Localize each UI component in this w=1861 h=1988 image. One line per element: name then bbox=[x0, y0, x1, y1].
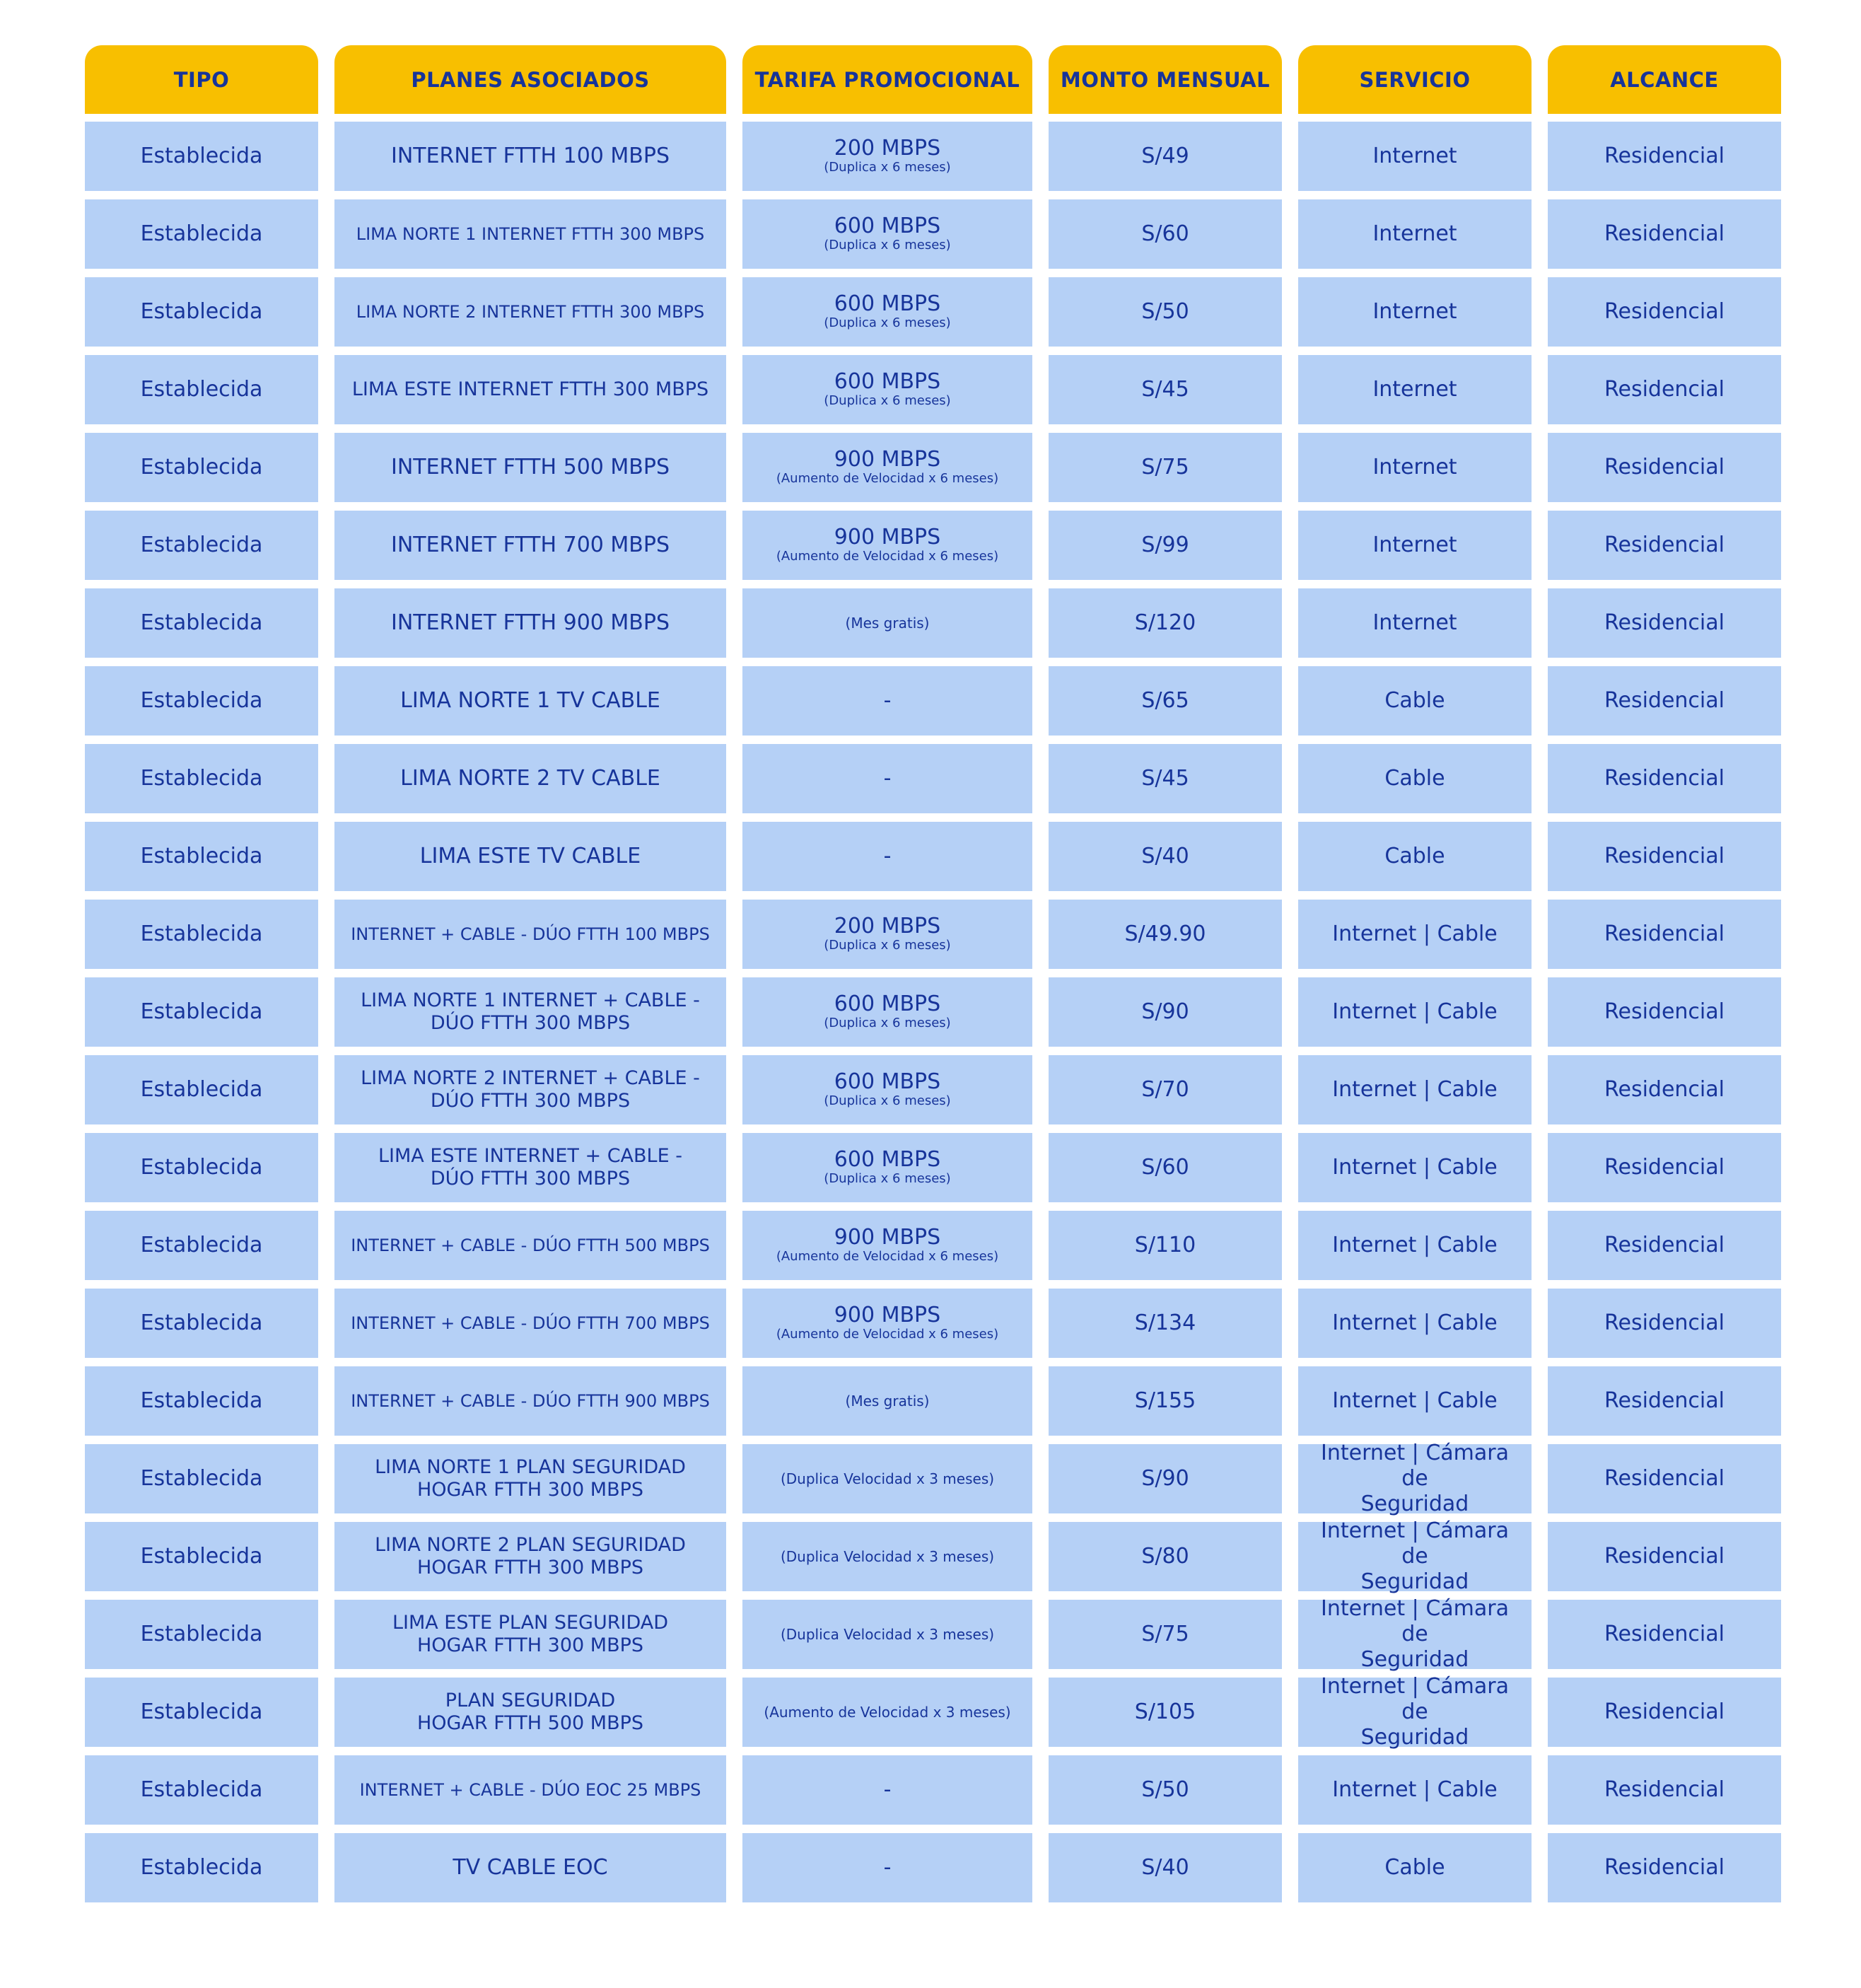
tipo-cell: Establecida bbox=[85, 277, 318, 347]
monto-cell: S/40 bbox=[1049, 1833, 1282, 1902]
servicio-cell: Internet | Cable bbox=[1298, 1289, 1532, 1358]
monto-cell: S/40 bbox=[1049, 822, 1282, 891]
alcance-cell: Residencial bbox=[1548, 1055, 1781, 1124]
promo-speed: 200 MBPS bbox=[834, 136, 941, 161]
tipo-cell: Establecida bbox=[85, 122, 318, 191]
monto-cell: S/45 bbox=[1049, 355, 1282, 424]
promo-speed: 900 MBPS bbox=[834, 525, 941, 550]
monto-cell: S/134 bbox=[1049, 1289, 1282, 1358]
tarifa-cell bbox=[742, 822, 1032, 891]
promo-speed: - bbox=[883, 1855, 892, 1881]
alcance-cell: Residencial bbox=[1548, 199, 1781, 269]
tarifa-cell bbox=[742, 1833, 1032, 1902]
plan-cell: INTERNET FTTH 900 MBPS bbox=[334, 588, 726, 658]
monto-cell: S/70 bbox=[1049, 1055, 1282, 1124]
monto-cell: S/45 bbox=[1049, 744, 1282, 813]
tipo-cell: Establecida bbox=[85, 1678, 318, 1747]
tarifa-cell bbox=[742, 277, 1032, 347]
tarifa-cell bbox=[742, 1133, 1032, 1202]
tipo-cell: Establecida bbox=[85, 1289, 318, 1358]
alcance-cell: Residencial bbox=[1548, 822, 1781, 891]
tipo-cell: Establecida bbox=[85, 900, 318, 969]
plan-cell: LIMA NORTE 2 INTERNET + CABLE - DÚO FTTH 300 MBPS bbox=[334, 1055, 726, 1124]
servicio-cell: Internet | Cable bbox=[1298, 1366, 1532, 1436]
promo-note: (Aumento de Velocidad x 6 meses) bbox=[776, 470, 999, 486]
promo-note: (Duplica Velocidad x 3 meses) bbox=[780, 1625, 995, 1643]
servicio-cell: Internet | Cámara de Seguridad bbox=[1298, 1522, 1532, 1591]
promo-speed: 900 MBPS bbox=[834, 1303, 941, 1327]
tarifa-cell bbox=[742, 1211, 1032, 1280]
tarifa-cell bbox=[742, 1366, 1032, 1436]
tarifa-cell bbox=[742, 977, 1032, 1047]
promo-speed: 600 MBPS bbox=[834, 369, 941, 394]
monto-cell: S/60 bbox=[1049, 199, 1282, 269]
servicio-cell: Internet | Cable bbox=[1298, 1211, 1532, 1280]
alcance-cell: Residencial bbox=[1548, 277, 1781, 347]
tarifa-cell bbox=[742, 433, 1032, 502]
promo-note: (Duplica x 6 meses) bbox=[824, 159, 951, 175]
alcance-cell: Residencial bbox=[1548, 433, 1781, 502]
tarifa-cell bbox=[742, 355, 1032, 424]
promo-speed: 200 MBPS bbox=[834, 914, 941, 938]
promo-note: (Duplica Velocidad x 3 meses) bbox=[780, 1470, 995, 1487]
promo-note: (Duplica x 6 meses) bbox=[824, 1093, 951, 1108]
monto-cell: S/105 bbox=[1049, 1678, 1282, 1747]
tipo-cell: Establecida bbox=[85, 977, 318, 1047]
promo-speed: - bbox=[883, 1777, 892, 1803]
alcance-cell: Residencial bbox=[1548, 1444, 1781, 1513]
promo-note: (Aumento de Velocidad x 6 meses) bbox=[776, 1248, 999, 1264]
tarifa-cell bbox=[742, 666, 1032, 736]
alcance-cell: Residencial bbox=[1548, 1755, 1781, 1825]
tipo-cell: Establecida bbox=[85, 1522, 318, 1591]
servicio-cell: Internet | Cámara de Seguridad bbox=[1298, 1678, 1532, 1747]
monto-cell: S/65 bbox=[1049, 666, 1282, 736]
alcance-cell: Residencial bbox=[1548, 1211, 1781, 1280]
tipo-cell: Establecida bbox=[85, 1366, 318, 1436]
monto-cell: S/60 bbox=[1049, 1133, 1282, 1202]
servicio-cell: Cable bbox=[1298, 744, 1532, 813]
plan-cell: INTERNET + CABLE - DÚO FTTH 700 MBPS bbox=[334, 1289, 726, 1358]
tarifa-cell bbox=[742, 1755, 1032, 1825]
promo-speed: - bbox=[883, 766, 892, 791]
alcance-cell: Residencial bbox=[1548, 588, 1781, 658]
alcance-cell: Residencial bbox=[1548, 900, 1781, 969]
alcance-cell: Residencial bbox=[1548, 122, 1781, 191]
servicio-cell: Internet bbox=[1298, 588, 1532, 658]
plan-cell: INTERNET FTTH 500 MBPS bbox=[334, 433, 726, 502]
monto-cell: S/90 bbox=[1049, 977, 1282, 1047]
promo-note: (Duplica x 6 meses) bbox=[824, 393, 951, 408]
tarifa-cell bbox=[742, 1600, 1032, 1669]
promo-speed: - bbox=[883, 688, 892, 714]
tarifa-cell bbox=[742, 1289, 1032, 1358]
monto-cell: S/50 bbox=[1049, 1755, 1282, 1825]
tipo-cell: Establecida bbox=[85, 666, 318, 736]
promo-note: (Aumento de Velocidad x 6 meses) bbox=[776, 1326, 999, 1342]
plan-cell: PLAN SEGURIDAD HOGAR FTTH 500 MBPS bbox=[334, 1678, 726, 1747]
tarifa-cell bbox=[742, 744, 1032, 813]
servicio-cell: Internet | Cable bbox=[1298, 977, 1532, 1047]
servicio-cell: Internet bbox=[1298, 433, 1532, 502]
tipo-cell: Establecida bbox=[85, 1055, 318, 1124]
tarifa-cell bbox=[742, 511, 1032, 580]
alcance-cell: Residencial bbox=[1548, 1366, 1781, 1436]
tarifa-cell bbox=[742, 900, 1032, 969]
plan-cell: LIMA ESTE PLAN SEGURIDAD HOGAR FTTH 300 MBPS bbox=[334, 1600, 726, 1669]
promo-speed: 600 MBPS bbox=[834, 214, 941, 238]
header-monto-mensual: MONTO MENSUAL bbox=[1049, 45, 1282, 114]
alcance-cell: Residencial bbox=[1548, 1678, 1781, 1747]
servicio-cell: Internet | Cable bbox=[1298, 900, 1532, 969]
promo-speed: 600 MBPS bbox=[834, 1147, 941, 1172]
promo-note: (Duplica x 6 meses) bbox=[824, 1015, 951, 1030]
plan-cell: INTERNET FTTH 100 MBPS bbox=[334, 122, 726, 191]
promo-note: (Duplica x 6 meses) bbox=[824, 237, 951, 252]
promo-note: (Aumento de Velocidad x 6 meses) bbox=[776, 548, 999, 564]
tipo-cell: Establecida bbox=[85, 433, 318, 502]
servicio-cell: Internet bbox=[1298, 199, 1532, 269]
tarifa-cell bbox=[742, 199, 1032, 269]
alcance-cell: Residencial bbox=[1548, 511, 1781, 580]
plan-cell: LIMA NORTE 2 TV CABLE bbox=[334, 744, 726, 813]
tipo-cell: Establecida bbox=[85, 1444, 318, 1513]
alcance-cell: Residencial bbox=[1548, 1522, 1781, 1591]
promo-note: (Mes gratis) bbox=[845, 1392, 930, 1409]
servicio-cell: Internet bbox=[1298, 277, 1532, 347]
promo-note: (Duplica x 6 meses) bbox=[824, 1170, 951, 1186]
monto-cell: S/155 bbox=[1049, 1366, 1282, 1436]
plan-cell: INTERNET + CABLE - DÚO FTTH 100 MBPS bbox=[334, 900, 726, 969]
tipo-cell: Establecida bbox=[85, 1600, 318, 1669]
alcance-cell: Residencial bbox=[1548, 1133, 1781, 1202]
plan-cell: TV CABLE EOC bbox=[334, 1833, 726, 1902]
header-servicio: SERVICIO bbox=[1298, 45, 1532, 114]
tarifa-cell bbox=[742, 1055, 1032, 1124]
alcance-cell: Residencial bbox=[1548, 1600, 1781, 1669]
tarifa-cell bbox=[742, 122, 1032, 191]
plan-cell: LIMA NORTE 2 PLAN SEGURIDAD HOGAR FTTH 300 MBPS bbox=[334, 1522, 726, 1591]
tipo-cell: Establecida bbox=[85, 744, 318, 813]
servicio-cell: Cable bbox=[1298, 1833, 1532, 1902]
promo-note: (Duplica x 6 meses) bbox=[824, 315, 951, 330]
monto-cell: S/75 bbox=[1049, 433, 1282, 502]
promo-note: (Duplica Velocidad x 3 meses) bbox=[780, 1547, 995, 1565]
plan-cell: INTERNET + CABLE - DÚO FTTH 500 MBPS bbox=[334, 1211, 726, 1280]
promo-speed: 600 MBPS bbox=[834, 992, 941, 1016]
alcance-cell: Residencial bbox=[1548, 355, 1781, 424]
promo-speed: - bbox=[883, 844, 892, 869]
promo-speed: 900 MBPS bbox=[834, 1225, 941, 1250]
tipo-cell: Establecida bbox=[85, 822, 318, 891]
tipo-cell: Establecida bbox=[85, 1211, 318, 1280]
servicio-cell: Internet | Cable bbox=[1298, 1055, 1532, 1124]
servicio-cell: Cable bbox=[1298, 822, 1532, 891]
promo-speed: 600 MBPS bbox=[834, 291, 941, 316]
alcance-cell: Residencial bbox=[1548, 977, 1781, 1047]
monto-cell: S/110 bbox=[1049, 1211, 1282, 1280]
promo-speed: 600 MBPS bbox=[834, 1069, 941, 1094]
header-tipo: TIPO bbox=[85, 45, 318, 114]
plan-cell: INTERNET + CABLE - DÚO FTTH 900 MBPS bbox=[334, 1366, 726, 1436]
header-alcance: ALCANCE bbox=[1548, 45, 1781, 114]
monto-cell: S/49.90 bbox=[1049, 900, 1282, 969]
plan-cell: LIMA NORTE 1 PLAN SEGURIDAD HOGAR FTTH 300 MBPS bbox=[334, 1444, 726, 1513]
plan-cell: LIMA NORTE 2 INTERNET FTTH 300 MBPS bbox=[334, 277, 726, 347]
tarifa-cell bbox=[742, 588, 1032, 658]
monto-cell: S/49 bbox=[1049, 122, 1282, 191]
tarifa-cell bbox=[742, 1522, 1032, 1591]
servicio-cell: Internet | Cable bbox=[1298, 1133, 1532, 1202]
plan-cell: LIMA ESTE TV CABLE bbox=[334, 822, 726, 891]
header-planes-asociados: PLANES ASOCIADOS bbox=[334, 45, 726, 114]
plan-cell: LIMA ESTE INTERNET FTTH 300 MBPS bbox=[334, 355, 726, 424]
promo-note: (Duplica x 6 meses) bbox=[824, 937, 951, 953]
alcance-cell: Residencial bbox=[1548, 666, 1781, 736]
servicio-cell: Internet bbox=[1298, 355, 1532, 424]
alcance-cell: Residencial bbox=[1548, 1833, 1781, 1902]
plan-cell: LIMA NORTE 1 TV CABLE bbox=[334, 666, 726, 736]
servicio-cell: Internet bbox=[1298, 122, 1532, 191]
monto-cell: S/75 bbox=[1049, 1600, 1282, 1669]
header-tarifa-promocional: TARIFA PROMOCIONAL bbox=[742, 45, 1032, 114]
promo-speed: 900 MBPS bbox=[834, 447, 941, 472]
alcance-cell: Residencial bbox=[1548, 1289, 1781, 1358]
plan-cell: LIMA ESTE INTERNET + CABLE - DÚO FTTH 300 MBPS bbox=[334, 1133, 726, 1202]
promo-note: (Mes gratis) bbox=[845, 614, 930, 632]
monto-cell: S/99 bbox=[1049, 511, 1282, 580]
promo-note: (Aumento de Velocidad x 3 meses) bbox=[764, 1703, 1011, 1721]
plan-cell: INTERNET FTTH 700 MBPS bbox=[334, 511, 726, 580]
servicio-cell: Cable bbox=[1298, 666, 1532, 736]
servicio-cell: Internet | Cámara de Seguridad bbox=[1298, 1444, 1532, 1513]
tipo-cell: Establecida bbox=[85, 355, 318, 424]
monto-cell: S/120 bbox=[1049, 588, 1282, 658]
tipo-cell: Establecida bbox=[85, 1755, 318, 1825]
tarifa-cell bbox=[742, 1444, 1032, 1513]
plan-cell: LIMA NORTE 1 INTERNET + CABLE - DÚO FTTH 300 MBPS bbox=[334, 977, 726, 1047]
plan-cell: LIMA NORTE 1 INTERNET FTTH 300 MBPS bbox=[334, 199, 726, 269]
tarifa-cell bbox=[742, 1678, 1032, 1747]
monto-cell: S/50 bbox=[1049, 277, 1282, 347]
plans-table bbox=[85, 45, 1782, 1911]
plan-cell: INTERNET + CABLE - DÚO EOC 25 MBPS bbox=[334, 1755, 726, 1825]
tipo-cell: Establecida bbox=[85, 1833, 318, 1902]
alcance-cell: Residencial bbox=[1548, 744, 1781, 813]
tipo-cell: Establecida bbox=[85, 588, 318, 658]
monto-cell: S/80 bbox=[1049, 1522, 1282, 1591]
monto-cell: S/90 bbox=[1049, 1444, 1282, 1513]
servicio-cell: Internet | Cable bbox=[1298, 1755, 1532, 1825]
tipo-cell: Establecida bbox=[85, 1133, 318, 1202]
servicio-cell: Internet bbox=[1298, 511, 1532, 580]
tipo-cell: Establecida bbox=[85, 199, 318, 269]
tipo-cell: Establecida bbox=[85, 511, 318, 580]
servicio-cell: Internet | Cámara de Seguridad bbox=[1298, 1600, 1532, 1669]
